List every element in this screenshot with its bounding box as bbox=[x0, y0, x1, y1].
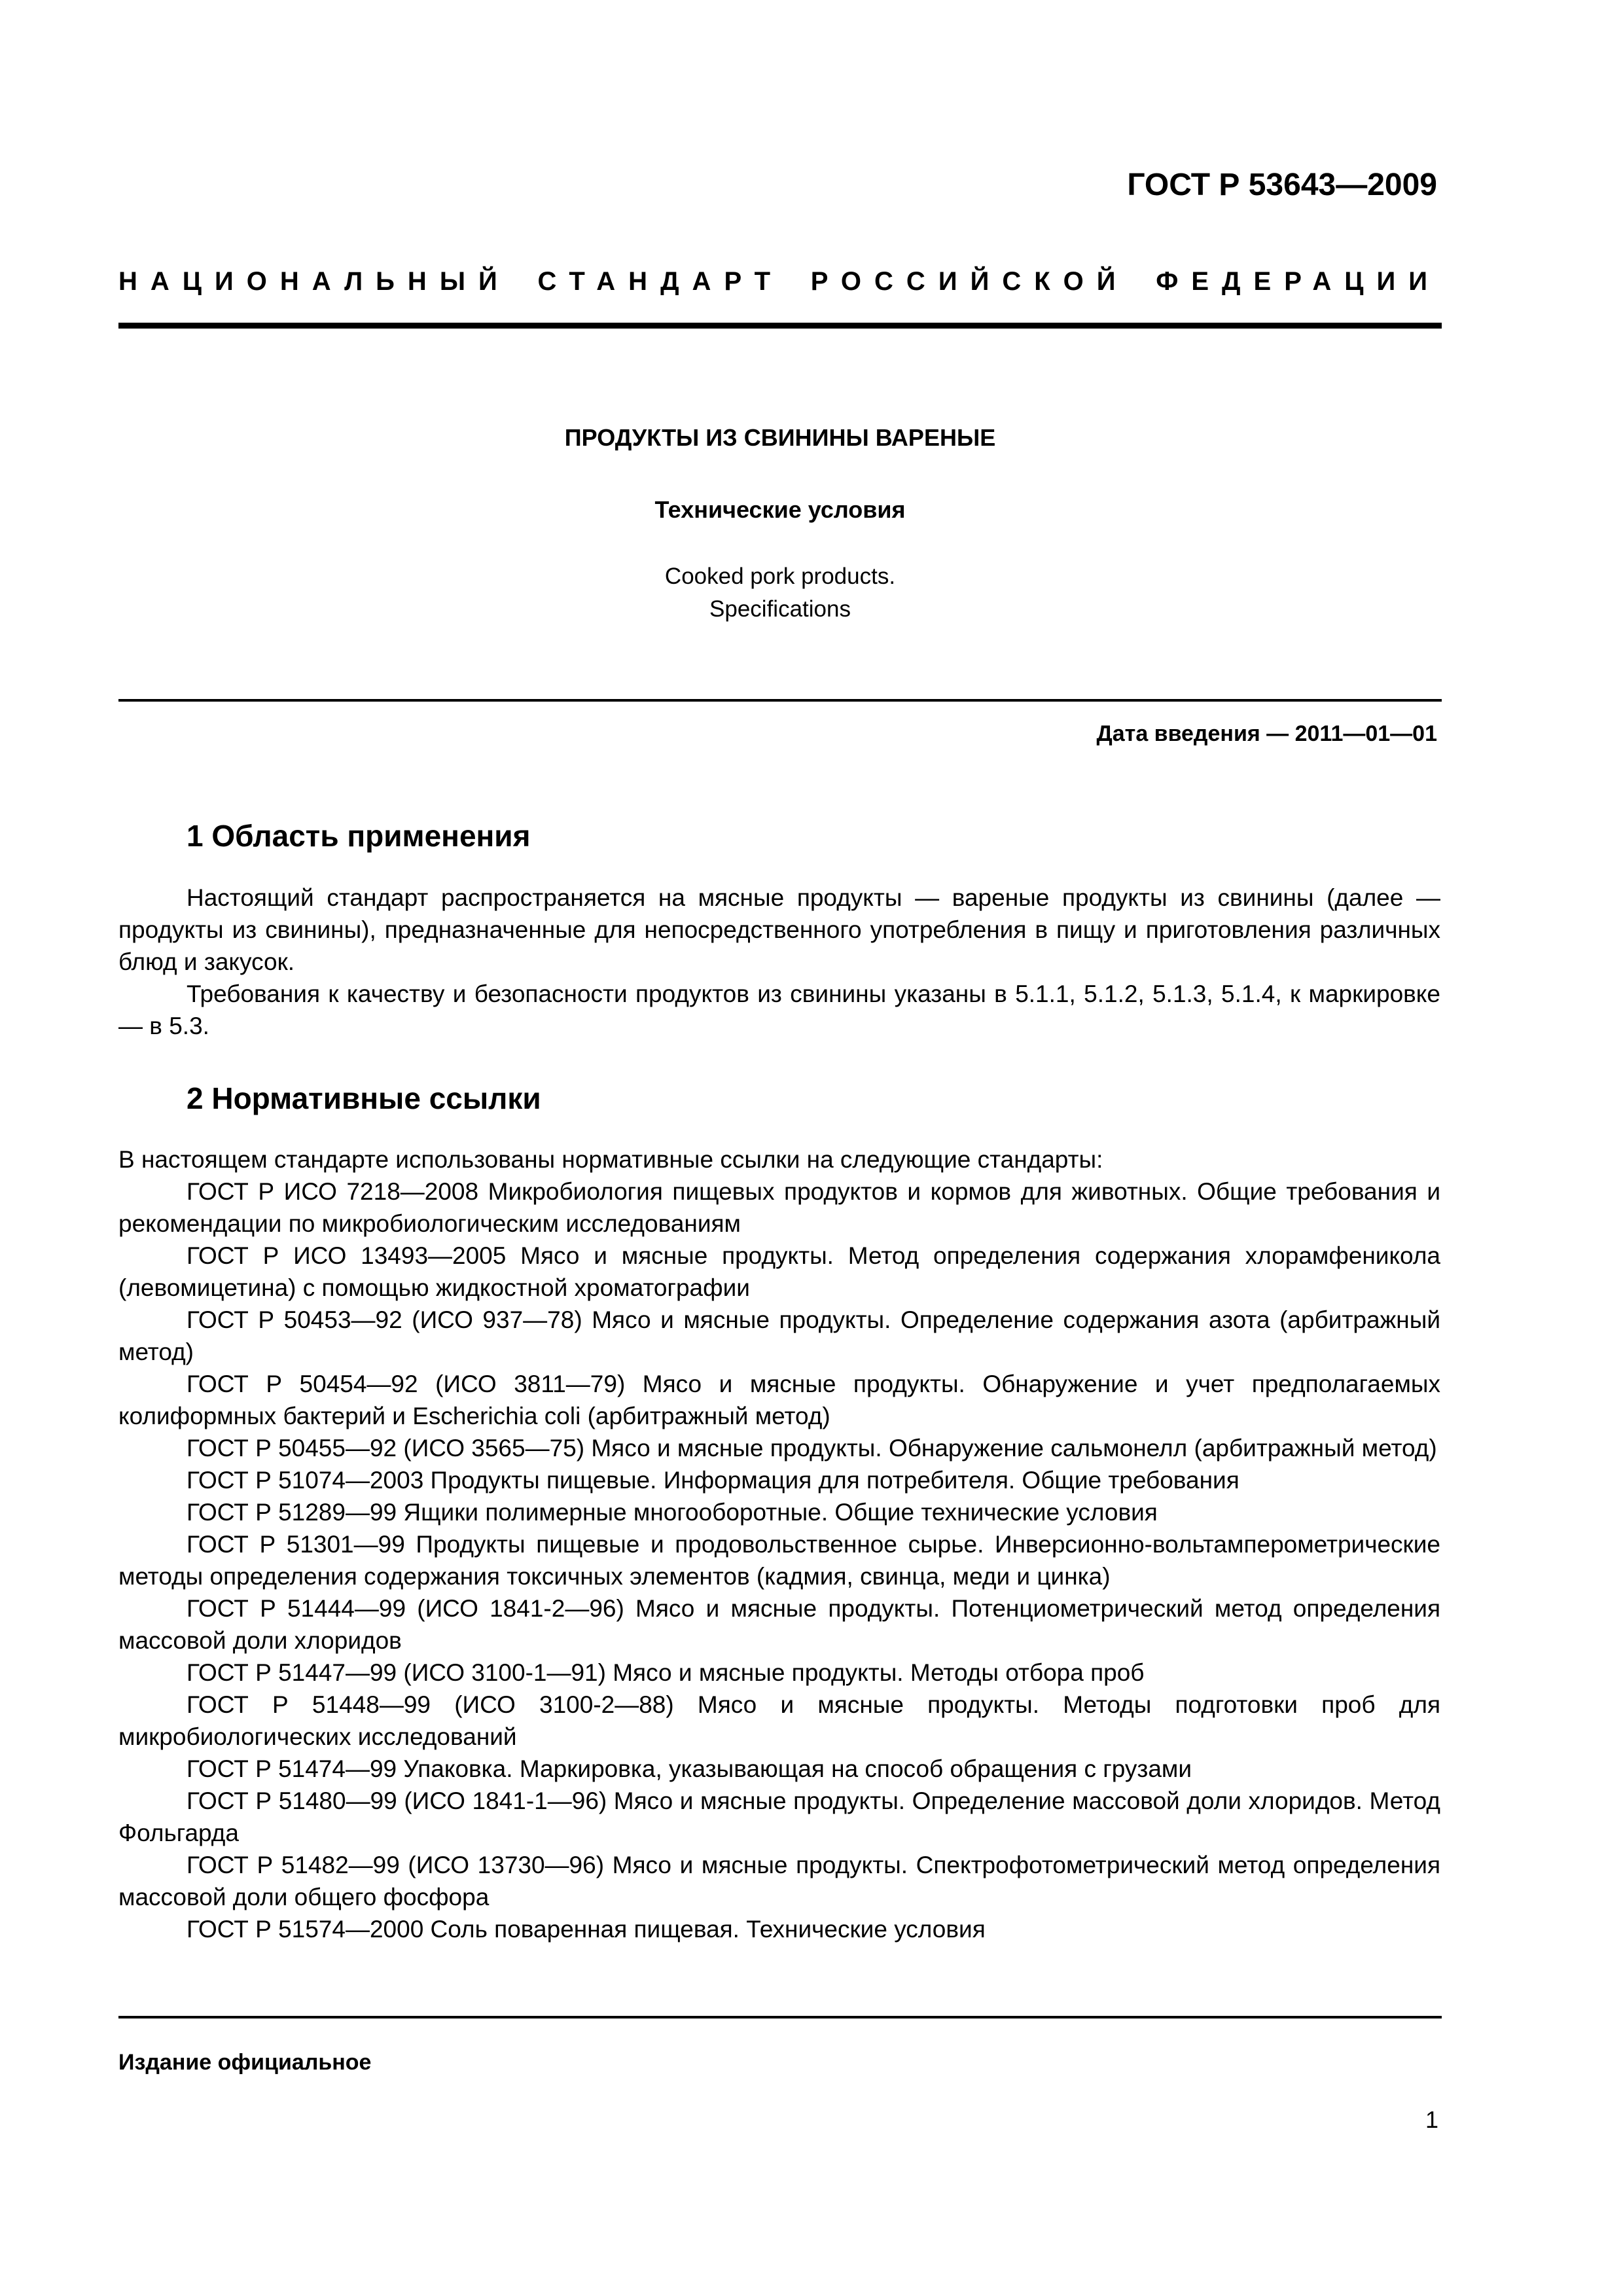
section-body bbox=[118, 1143, 1440, 1945]
header-divider bbox=[118, 323, 1442, 329]
paragraph: Требования к качеству и безопасности продуктов из свинины указаны в 5.1.1, 5.1.2, 5.1.3, 5.1.4, к маркировке — в 5.3. bbox=[118, 980, 1440, 1039]
reference-item: ГОСТ Р 51480—99 (ИСО 1841-1—96) Мясо и мясные продукты. Определение массовой доли хлоридов. Метод Фольгарда bbox=[118, 1787, 1440, 1846]
national-word: ФЕДЕРАЦИИ bbox=[1156, 267, 1440, 296]
reference-item: ГОСТ Р 51444—99 (ИСО 1841-2—96) Мясо и мясные продукты. Потенциометрический метод определения массовой доли хлоридов bbox=[118, 1595, 1440, 1654]
reference-item: ГОСТ Р 51474—99 Упаковка. Маркировка, указывающая на способ обращения с грузами bbox=[187, 1755, 1192, 1782]
reference-item: ГОСТ Р 51289—99 Ящики полимерные многооборотные. Общие технические условия bbox=[187, 1499, 1158, 1526]
national-word: РОССИЙСКОЙ bbox=[810, 267, 1129, 296]
reference-item: ГОСТ Р ИСО 13493—2005 Мясо и мясные продукты. Метод определения содержания хлорамфеникола (левомицетина) с помощью жидкостной хроматографии bbox=[118, 1242, 1440, 1301]
reference-item: ГОСТ Р 51574—2000 Соль поваренная пищевая. Технические условия bbox=[187, 1916, 986, 1943]
reference-item: ГОСТ Р ИСО 7218—2008 Микробиология пищевых продуктов и кормов для животных. Общие требования и рекомендации по микробиологическим исследованиям bbox=[118, 1178, 1440, 1237]
english-title-line: Specifications bbox=[709, 596, 851, 622]
national-standard-title bbox=[118, 267, 1440, 296]
english-title-line: Cooked pork products. bbox=[664, 564, 896, 589]
paragraph: В настоящем стандарте использованы нормативные ссылки на следующие стандарты: bbox=[118, 1146, 1103, 1173]
footer-divider bbox=[118, 2016, 1442, 2018]
edition-label: Издание официальное bbox=[118, 2050, 372, 2075]
introduction-date: Дата введения — 2011—01—01 bbox=[1096, 721, 1437, 746]
reference-item: ГОСТ Р 51301—99 Продукты пищевые и продовольственное сырье. Инверсионно-вольтамперометрические методы определения содержания токсичных элементов (кадмия, свинца, меди и цинка) bbox=[118, 1531, 1440, 1590]
document-title: ПРОДУКТЫ ИЗ СВИНИНЫ ВАРЕНЫЕ bbox=[564, 424, 996, 451]
page-number: 1 bbox=[1425, 2106, 1438, 2133]
section-heading: 1 Область применения bbox=[187, 819, 531, 853]
document-subtitle: Технические условия bbox=[654, 496, 906, 523]
paragraph: Настоящий стандарт распространяется на мясные продукты — вареные продукты из свинины (далее — продукты из свинины), предназначенные для непосредственного употребления в пищу и приготовления различных блюд и закусок. bbox=[118, 884, 1440, 975]
reference-item: ГОСТ Р 51447—99 (ИСО 3100-1—91) Мясо и мясные продукты. Методы отбора проб bbox=[187, 1659, 1145, 1686]
national-word: СТАНДАРТ bbox=[537, 267, 784, 296]
reference-item: ГОСТ Р 50455—92 (ИСО 3565—75) Мясо и мясные продукты. Обнаружение сальмонелл (арбитражный метод) bbox=[187, 1435, 1437, 1462]
section-heading: 2 Нормативные ссылки bbox=[187, 1081, 541, 1115]
english-title bbox=[118, 560, 1442, 626]
section-body bbox=[118, 882, 1440, 1042]
title-divider bbox=[118, 699, 1442, 702]
document-number: ГОСТ Р 53643—2009 bbox=[1127, 168, 1437, 202]
reference-item: ГОСТ Р 51448—99 (ИСО 3100-2—88) Мясо и мясные продукты. Методы подготовки проб для микробиологических исследований bbox=[118, 1691, 1440, 1750]
reference-item: ГОСТ Р 50453—92 (ИСО 937—78) Мясо и мясные продукты. Определение содержания азота (арбитражный метод) bbox=[118, 1306, 1440, 1365]
reference-item: ГОСТ Р 50454—92 (ИСО 3811—79) Мясо и мясные продукты. Обнаружение и учет предполагаемых колиформных бактерий и Escherichia coli (арбитражный метод) bbox=[118, 1371, 1440, 1429]
national-word: НАЦИОНАЛЬНЫЙ bbox=[118, 267, 510, 296]
reference-item: ГОСТ Р 51074—2003 Продукты пищевые. Информация для потребителя. Общие требования bbox=[187, 1467, 1240, 1494]
reference-item: ГОСТ Р 51482—99 (ИСО 13730—96) Мясо и мясные продукты. Спектрофотометрический метод определения массовой доли общего фосфора bbox=[118, 1852, 1440, 1910]
